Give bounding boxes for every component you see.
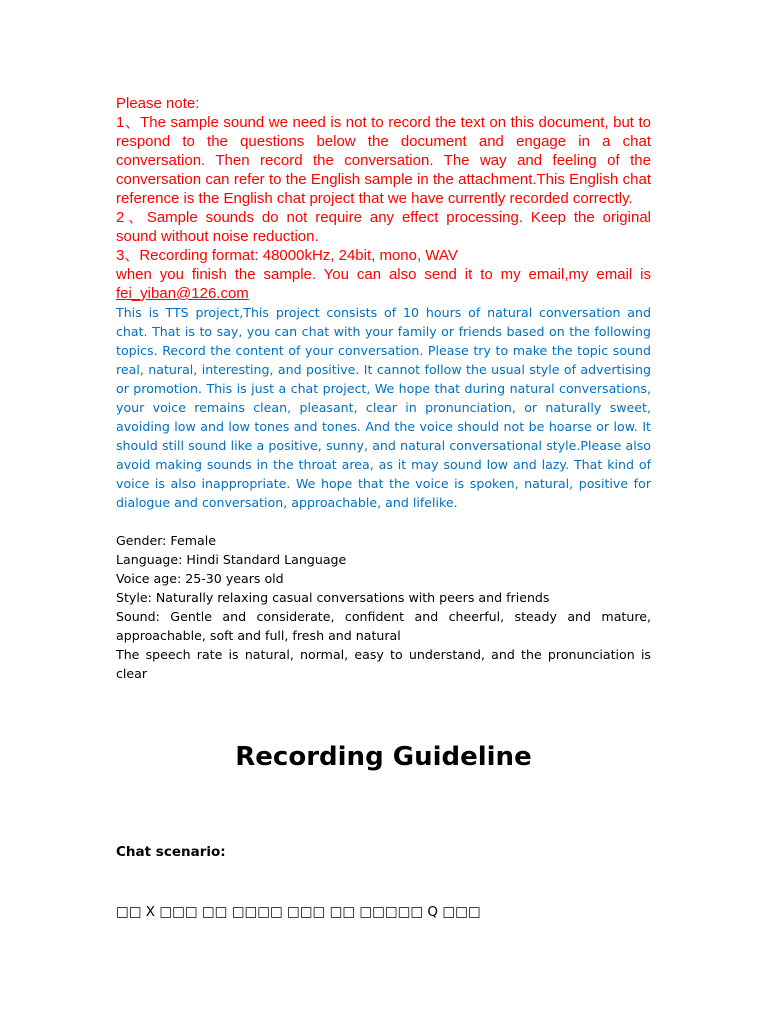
blank-line	[116, 512, 651, 531]
intro-paragraph: This is TTS project,This project consists of 10 hours of natural conversation and chat. That is to say, you can chat with your family or friends based on the following topics. Record the content of your conversation. Please try to make the topic sound real, natural, interesting, and positive. It cannot follow the usual style of advertising or promotion. This is just a chat project, We hope that during natural conversations, your voice remains clean, pleasant, clear in pronunciation, or naturally sweet, avoiding low and low tones and tones. And the voice should not be hoarse or low. It should still sound like a positive, sunny, and natural conversational style.Please also avoid making sounds in the throat area, as it may sound low and lazy. That kind of voice is also inappropriate. We hope that the voice is spoken, natural, positive for dialogue and conversation, approachable, and lifelike.	[116, 305, 651, 510]
note-section	[116, 94, 651, 303]
send-instruction: when you finish the sample. You can also send it to my email,my email is	[116, 266, 651, 283]
email-link[interactable]: fei_yiban@126.com	[116, 285, 249, 302]
spec-language: Language: Hindi Standard Language	[116, 552, 347, 567]
spec-sound: Sound: Gentle and considerate, confident and cheerful, steady and mature, approachable, soft and full, fresh and natural	[116, 609, 651, 643]
note-send-text	[116, 265, 651, 303]
document-heading: Recording Guideline	[235, 742, 532, 772]
chat-scenario-label: Chat scenario:	[116, 844, 226, 860]
note-item-3: 3、Recording format: 48000kHz, 24bit, mono, WAV	[116, 247, 458, 264]
spec-gender: Gender: Female	[116, 533, 216, 548]
note-item-2: 2、Sample sounds do not require any effect processing. Keep the original sound without noise reduction.	[116, 209, 651, 245]
note-item-1: 1、The sample sound we need is not to record the text on this document, but to respond to the questions below the document and engage in a chat conversation. Then record the conversation. The way and feeling of the conversation can refer to the English sample in the attachment.This English chat reference is the English chat project that we have currently recorded correctly.	[116, 114, 651, 207]
spec-style: Style: Naturally relaxing casual conversations with peers and friends	[116, 590, 550, 605]
note-heading: Please note:	[116, 95, 200, 112]
voice-specs	[116, 531, 651, 683]
chat-scenario-text: □□ X □□□ □□ □□□□ □□□ □□ □□□□□ Q □□□	[116, 904, 481, 920]
page-content	[116, 94, 651, 920]
spec-voice-age: Voice age: 25-30 years old	[116, 571, 284, 586]
spec-speech-rate: The speech rate is natural, normal, easy to understand, and the pronunciation is clear	[116, 647, 651, 681]
